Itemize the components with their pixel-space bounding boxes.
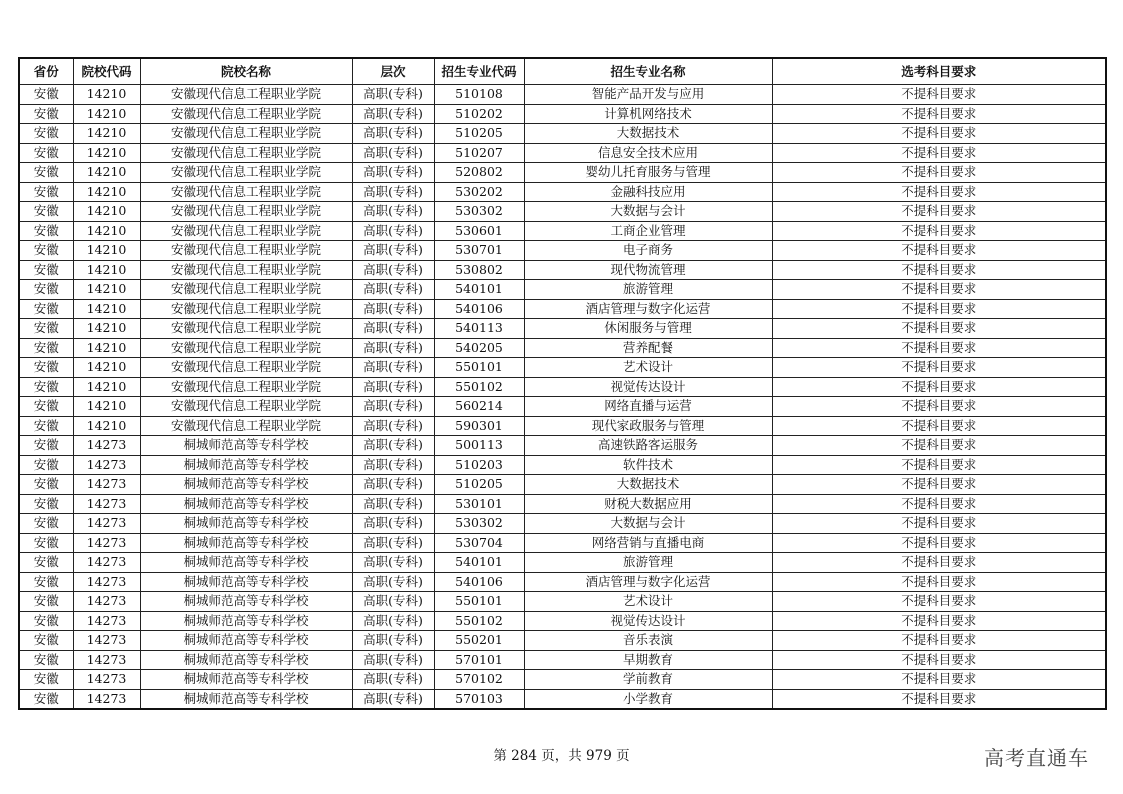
table-row	[19, 475, 1106, 495]
school-code-cell: 14273	[73, 514, 140, 534]
province-cell: 安徽	[19, 124, 73, 144]
school-name-cell: 桐城师范高等专科学校	[140, 650, 352, 670]
major-name-cell: 视觉传达设计	[524, 377, 772, 397]
level-cell: 高职(专科)	[352, 280, 434, 300]
level-cell: 高职(专科)	[352, 689, 434, 709]
major-name-cell: 大数据与会计	[524, 202, 772, 222]
major-name-cell: 营养配餐	[524, 338, 772, 358]
level-cell: 高职(专科)	[352, 358, 434, 378]
school-name-cell: 桐城师范高等专科学校	[140, 631, 352, 651]
school-name-cell: 安徽现代信息工程职业学院	[140, 338, 352, 358]
table-row	[19, 280, 1106, 300]
major-code-cell: 540106	[434, 299, 524, 319]
major-code-cell: 570102	[434, 670, 524, 690]
level-cell: 高职(专科)	[352, 377, 434, 397]
major-code-cell: 570101	[434, 650, 524, 670]
table-row	[19, 592, 1106, 612]
province-cell: 安徽	[19, 358, 73, 378]
school-name-cell: 安徽现代信息工程职业学院	[140, 299, 352, 319]
school-name-cell: 安徽现代信息工程职业学院	[140, 241, 352, 261]
subject-requirement-cell: 不提科目要求	[772, 553, 1106, 573]
table-row	[19, 631, 1106, 651]
subject-requirement-cell: 不提科目要求	[772, 416, 1106, 436]
major-code-cell: 550102	[434, 611, 524, 631]
school-code-cell: 14210	[73, 124, 140, 144]
school-name-cell: 安徽现代信息工程职业学院	[140, 416, 352, 436]
major-code-cell: 540205	[434, 338, 524, 358]
subject-requirement-cell: 不提科目要求	[772, 611, 1106, 631]
major-code-cell: 540106	[434, 572, 524, 592]
school-code-cell: 14210	[73, 221, 140, 241]
province-cell: 安徽	[19, 553, 73, 573]
table-row	[19, 494, 1106, 514]
school-code-cell: 14273	[73, 533, 140, 553]
subject-requirement-cell: 不提科目要求	[772, 436, 1106, 456]
school-name-cell: 桐城师范高等专科学校	[140, 455, 352, 475]
major-code-cell: 560214	[434, 397, 524, 417]
major-code-cell: 590301	[434, 416, 524, 436]
major-code-cell: 530302	[434, 514, 524, 534]
level-cell: 高职(专科)	[352, 221, 434, 241]
province-cell: 安徽	[19, 592, 73, 612]
major-code-cell: 530101	[434, 494, 524, 514]
school-name-cell: 安徽现代信息工程职业学院	[140, 397, 352, 417]
watermark-logo: 高考直通车	[984, 746, 1089, 770]
province-cell: 安徽	[19, 163, 73, 183]
province-cell: 安徽	[19, 436, 73, 456]
major-name-cell: 软件技术	[524, 455, 772, 475]
subject-requirement-cell: 不提科目要求	[772, 533, 1106, 553]
major-name-cell: 智能产品开发与应用	[524, 85, 772, 105]
school-name-cell: 安徽现代信息工程职业学院	[140, 85, 352, 105]
table-row	[19, 416, 1106, 436]
major-code-cell: 530601	[434, 221, 524, 241]
school-name-cell: 安徽现代信息工程职业学院	[140, 182, 352, 202]
level-cell: 高职(专科)	[352, 670, 434, 690]
major-code-cell: 530704	[434, 533, 524, 553]
header-school-code: 院校代码	[73, 58, 140, 85]
subject-requirement-cell: 不提科目要求	[772, 475, 1106, 495]
school-code-cell: 14273	[73, 592, 140, 612]
school-code-cell: 14273	[73, 611, 140, 631]
major-name-cell: 现代物流管理	[524, 260, 772, 280]
major-code-cell: 510203	[434, 455, 524, 475]
major-name-cell: 现代家政服务与管理	[524, 416, 772, 436]
province-cell: 安徽	[19, 416, 73, 436]
subject-requirement-cell: 不提科目要求	[772, 572, 1106, 592]
level-cell: 高职(专科)	[352, 104, 434, 124]
school-code-cell: 14210	[73, 377, 140, 397]
school-code-cell: 14273	[73, 455, 140, 475]
province-cell: 安徽	[19, 104, 73, 124]
major-code-cell: 510205	[434, 124, 524, 144]
school-code-cell: 14210	[73, 416, 140, 436]
level-cell: 高职(专科)	[352, 260, 434, 280]
level-cell: 高职(专科)	[352, 338, 434, 358]
subject-requirement-cell: 不提科目要求	[772, 338, 1106, 358]
major-name-cell: 金融科技应用	[524, 182, 772, 202]
subject-requirement-cell: 不提科目要求	[772, 280, 1106, 300]
province-cell: 安徽	[19, 280, 73, 300]
level-cell: 高职(专科)	[352, 514, 434, 534]
school-name-cell: 安徽现代信息工程职业学院	[140, 280, 352, 300]
school-name-cell: 桐城师范高等专科学校	[140, 611, 352, 631]
header-major-name: 招生专业名称	[524, 58, 772, 85]
level-cell: 高职(专科)	[352, 299, 434, 319]
level-cell: 高职(专科)	[352, 592, 434, 612]
subject-requirement-cell: 不提科目要求	[772, 221, 1106, 241]
major-code-cell: 510108	[434, 85, 524, 105]
subject-requirement-cell: 不提科目要求	[772, 241, 1106, 261]
province-cell: 安徽	[19, 143, 73, 163]
table-row	[19, 299, 1106, 319]
school-code-cell: 14273	[73, 572, 140, 592]
major-name-cell: 音乐表演	[524, 631, 772, 651]
major-code-cell: 570103	[434, 689, 524, 709]
school-code-cell: 14273	[73, 670, 140, 690]
level-cell: 高职(专科)	[352, 455, 434, 475]
school-code-cell: 14210	[73, 299, 140, 319]
subject-requirement-cell: 不提科目要求	[772, 143, 1106, 163]
subject-requirement-cell: 不提科目要求	[772, 260, 1106, 280]
major-code-cell: 530302	[434, 202, 524, 222]
school-name-cell: 安徽现代信息工程职业学院	[140, 163, 352, 183]
major-name-cell: 计算机网络技术	[524, 104, 772, 124]
school-code-cell: 14210	[73, 319, 140, 339]
school-code-cell: 14210	[73, 104, 140, 124]
level-cell: 高职(专科)	[352, 182, 434, 202]
header-major-code: 招生专业代码	[434, 58, 524, 85]
school-name-cell: 安徽现代信息工程职业学院	[140, 104, 352, 124]
subject-requirement-cell: 不提科目要求	[772, 104, 1106, 124]
level-cell: 高职(专科)	[352, 163, 434, 183]
subject-requirement-cell: 不提科目要求	[772, 592, 1106, 612]
admission-table	[18, 57, 1107, 710]
major-code-cell: 510202	[434, 104, 524, 124]
province-cell: 安徽	[19, 533, 73, 553]
major-code-cell: 530202	[434, 182, 524, 202]
table-row	[19, 221, 1106, 241]
major-name-cell: 婴幼儿托育服务与管理	[524, 163, 772, 183]
major-code-cell: 520802	[434, 163, 524, 183]
major-code-cell: 530802	[434, 260, 524, 280]
school-code-cell: 14210	[73, 280, 140, 300]
subject-requirement-cell: 不提科目要求	[772, 319, 1106, 339]
table-row	[19, 85, 1106, 105]
school-code-cell: 14273	[73, 553, 140, 573]
level-cell: 高职(专科)	[352, 650, 434, 670]
school-name-cell: 桐城师范高等专科学校	[140, 494, 352, 514]
subject-requirement-cell: 不提科目要求	[772, 202, 1106, 222]
subject-requirement-cell: 不提科目要求	[772, 689, 1106, 709]
school-name-cell: 桐城师范高等专科学校	[140, 533, 352, 553]
major-name-cell: 小学教育	[524, 689, 772, 709]
table-row	[19, 143, 1106, 163]
subject-requirement-cell: 不提科目要求	[772, 631, 1106, 651]
school-name-cell: 安徽现代信息工程职业学院	[140, 358, 352, 378]
level-cell: 高职(专科)	[352, 631, 434, 651]
table-row	[19, 436, 1106, 456]
table-row	[19, 670, 1106, 690]
subject-requirement-cell: 不提科目要求	[772, 124, 1106, 144]
level-cell: 高职(专科)	[352, 553, 434, 573]
school-name-cell: 桐城师范高等专科学校	[140, 436, 352, 456]
subject-requirement-cell: 不提科目要求	[772, 397, 1106, 417]
level-cell: 高职(专科)	[352, 85, 434, 105]
major-name-cell: 学前教育	[524, 670, 772, 690]
major-code-cell: 500113	[434, 436, 524, 456]
level-cell: 高职(专科)	[352, 202, 434, 222]
table-row	[19, 611, 1106, 631]
subject-requirement-cell: 不提科目要求	[772, 85, 1106, 105]
school-name-cell: 桐城师范高等专科学校	[140, 592, 352, 612]
major-name-cell: 艺术设计	[524, 358, 772, 378]
level-cell: 高职(专科)	[352, 397, 434, 417]
school-code-cell: 14273	[73, 436, 140, 456]
table-row	[19, 241, 1106, 261]
province-cell: 安徽	[19, 514, 73, 534]
table-row	[19, 319, 1106, 339]
table-body	[19, 85, 1106, 710]
province-cell: 安徽	[19, 494, 73, 514]
school-code-cell: 14210	[73, 358, 140, 378]
school-code-cell: 14273	[73, 475, 140, 495]
level-cell: 高职(专科)	[352, 124, 434, 144]
province-cell: 安徽	[19, 397, 73, 417]
major-name-cell: 高速铁路客运服务	[524, 436, 772, 456]
province-cell: 安徽	[19, 572, 73, 592]
table-row	[19, 260, 1106, 280]
subject-requirement-cell: 不提科目要求	[772, 163, 1106, 183]
major-code-cell: 540101	[434, 553, 524, 573]
table-row	[19, 455, 1106, 475]
province-cell: 安徽	[19, 689, 73, 709]
level-cell: 高职(专科)	[352, 475, 434, 495]
school-name-cell: 桐城师范高等专科学校	[140, 553, 352, 573]
school-code-cell: 14210	[73, 338, 140, 358]
major-name-cell: 艺术设计	[524, 592, 772, 612]
province-cell: 安徽	[19, 670, 73, 690]
major-code-cell: 530701	[434, 241, 524, 261]
major-name-cell: 视觉传达设计	[524, 611, 772, 631]
province-cell: 安徽	[19, 221, 73, 241]
province-cell: 安徽	[19, 475, 73, 495]
table-row	[19, 377, 1106, 397]
school-name-cell: 桐城师范高等专科学校	[140, 514, 352, 534]
header-subject-requirement: 选考科目要求	[772, 58, 1106, 85]
major-name-cell: 大数据技术	[524, 475, 772, 495]
school-name-cell: 安徽现代信息工程职业学院	[140, 124, 352, 144]
school-name-cell: 安徽现代信息工程职业学院	[140, 377, 352, 397]
major-name-cell: 休闲服务与管理	[524, 319, 772, 339]
major-code-cell: 550101	[434, 592, 524, 612]
major-code-cell: 550101	[434, 358, 524, 378]
major-name-cell: 旅游管理	[524, 280, 772, 300]
table-row	[19, 689, 1106, 709]
major-name-cell: 大数据与会计	[524, 514, 772, 534]
table-row	[19, 338, 1106, 358]
level-cell: 高职(专科)	[352, 572, 434, 592]
subject-requirement-cell: 不提科目要求	[772, 650, 1106, 670]
table-row	[19, 202, 1106, 222]
school-code-cell: 14273	[73, 494, 140, 514]
subject-requirement-cell: 不提科目要求	[772, 670, 1106, 690]
school-code-cell: 14210	[73, 182, 140, 202]
subject-requirement-cell: 不提科目要求	[772, 377, 1106, 397]
subject-requirement-cell: 不提科目要求	[772, 358, 1106, 378]
province-cell: 安徽	[19, 260, 73, 280]
major-name-cell: 财税大数据应用	[524, 494, 772, 514]
school-name-cell: 安徽现代信息工程职业学院	[140, 202, 352, 222]
level-cell: 高职(专科)	[352, 416, 434, 436]
school-code-cell: 14210	[73, 260, 140, 280]
table-row	[19, 397, 1106, 417]
table-row	[19, 124, 1106, 144]
major-code-cell: 540113	[434, 319, 524, 339]
major-name-cell: 酒店管理与数字化运营	[524, 572, 772, 592]
page-number: 第 284 页，共 979 页	[493, 748, 630, 764]
school-code-cell: 14210	[73, 397, 140, 417]
school-name-cell: 安徽现代信息工程职业学院	[140, 221, 352, 241]
table-row	[19, 358, 1106, 378]
major-code-cell: 550102	[434, 377, 524, 397]
table-row	[19, 163, 1106, 183]
table-row	[19, 104, 1106, 124]
school-name-cell: 安徽现代信息工程职业学院	[140, 319, 352, 339]
province-cell: 安徽	[19, 319, 73, 339]
table-row	[19, 182, 1106, 202]
major-name-cell: 信息安全技术应用	[524, 143, 772, 163]
school-code-cell: 14273	[73, 689, 140, 709]
table-row	[19, 533, 1106, 553]
major-name-cell: 电子商务	[524, 241, 772, 261]
school-code-cell: 14210	[73, 85, 140, 105]
school-name-cell: 桐城师范高等专科学校	[140, 572, 352, 592]
province-cell: 安徽	[19, 455, 73, 475]
major-name-cell: 网络营销与直播电商	[524, 533, 772, 553]
level-cell: 高职(专科)	[352, 143, 434, 163]
school-name-cell: 桐城师范高等专科学校	[140, 670, 352, 690]
school-code-cell: 14273	[73, 650, 140, 670]
major-code-cell: 510207	[434, 143, 524, 163]
major-name-cell: 网络直播与运营	[524, 397, 772, 417]
school-code-cell: 14210	[73, 202, 140, 222]
major-name-cell: 酒店管理与数字化运营	[524, 299, 772, 319]
province-cell: 安徽	[19, 338, 73, 358]
school-code-cell: 14273	[73, 631, 140, 651]
header-level: 层次	[352, 58, 434, 85]
province-cell: 安徽	[19, 631, 73, 651]
subject-requirement-cell: 不提科目要求	[772, 182, 1106, 202]
level-cell: 高职(专科)	[352, 319, 434, 339]
school-code-cell: 14210	[73, 241, 140, 261]
header-school-name: 院校名称	[140, 58, 352, 85]
level-cell: 高职(专科)	[352, 241, 434, 261]
table-row	[19, 553, 1106, 573]
school-code-cell: 14210	[73, 163, 140, 183]
header-province: 省份	[19, 58, 73, 85]
province-cell: 安徽	[19, 650, 73, 670]
school-code-cell: 14210	[73, 143, 140, 163]
level-cell: 高职(专科)	[352, 494, 434, 514]
province-cell: 安徽	[19, 611, 73, 631]
province-cell: 安徽	[19, 85, 73, 105]
subject-requirement-cell: 不提科目要求	[772, 455, 1106, 475]
subject-requirement-cell: 不提科目要求	[772, 299, 1106, 319]
major-name-cell: 旅游管理	[524, 553, 772, 573]
province-cell: 安徽	[19, 377, 73, 397]
province-cell: 安徽	[19, 241, 73, 261]
level-cell: 高职(专科)	[352, 611, 434, 631]
school-name-cell: 安徽现代信息工程职业学院	[140, 143, 352, 163]
table-row	[19, 572, 1106, 592]
level-cell: 高职(专科)	[352, 533, 434, 553]
table-row	[19, 514, 1106, 534]
school-name-cell: 安徽现代信息工程职业学院	[140, 260, 352, 280]
school-name-cell: 桐城师范高等专科学校	[140, 689, 352, 709]
table-row	[19, 650, 1106, 670]
province-cell: 安徽	[19, 182, 73, 202]
province-cell: 安徽	[19, 299, 73, 319]
major-code-cell: 510205	[434, 475, 524, 495]
subject-requirement-cell: 不提科目要求	[772, 514, 1106, 534]
major-name-cell: 大数据技术	[524, 124, 772, 144]
major-code-cell: 550201	[434, 631, 524, 651]
level-cell: 高职(专科)	[352, 436, 434, 456]
school-name-cell: 桐城师范高等专科学校	[140, 475, 352, 495]
major-name-cell: 早期教育	[524, 650, 772, 670]
header-row	[19, 58, 1106, 85]
major-name-cell: 工商企业管理	[524, 221, 772, 241]
subject-requirement-cell: 不提科目要求	[772, 494, 1106, 514]
major-code-cell: 540101	[434, 280, 524, 300]
province-cell: 安徽	[19, 202, 73, 222]
